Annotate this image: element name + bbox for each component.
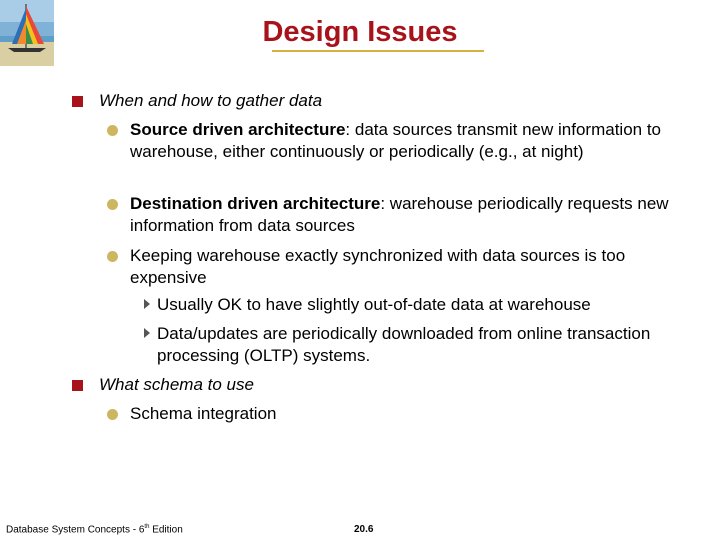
title-underline [272,50,484,52]
triangle-bullet-icon [144,299,150,309]
dot-bullet-icon [107,251,118,262]
square-bullet-icon [72,380,83,391]
bullet-schema: What schema to use [99,375,254,394]
footer-book-title: Database System Concepts - 6th Edition [6,524,183,536]
dot-bullet-icon [107,199,118,210]
term-source-driven: Source driven architecture [130,120,346,139]
term-destination-driven: Destination driven architecture [130,194,381,213]
slide-title: Design Issues [262,16,458,48]
sub-bullet-synchronization: Keeping warehouse exactly synchronized with data sources is too expensive [130,246,626,287]
sub-sub-bullet-out-of-date: Usually OK to have slightly out-of-date data at warehouse [157,295,591,314]
square-bullet-icon [72,96,83,107]
desc-destination-driven: : warehouse periodically requests new information from data sources [130,194,669,235]
dot-bullet-icon [107,125,118,136]
dot-bullet-icon [107,409,118,420]
sub-bullet-source-driven [130,119,690,163]
sub-sub-bullet-oltp: Data/updates are periodically downloaded from online transaction processing (OLTP) systems. [157,324,651,365]
sub-bullet-schema-integration: Schema integration [130,404,277,423]
bullet-gather-data: When and how to gather data [99,91,323,110]
sub-bullet-destination-driven [130,193,690,237]
page-number: 20.6 [354,524,374,535]
triangle-bullet-icon [144,328,150,338]
desc-source-driven: : data sources transmit new information to warehouse, either continuously or periodically (e.g., at night) [130,120,662,161]
